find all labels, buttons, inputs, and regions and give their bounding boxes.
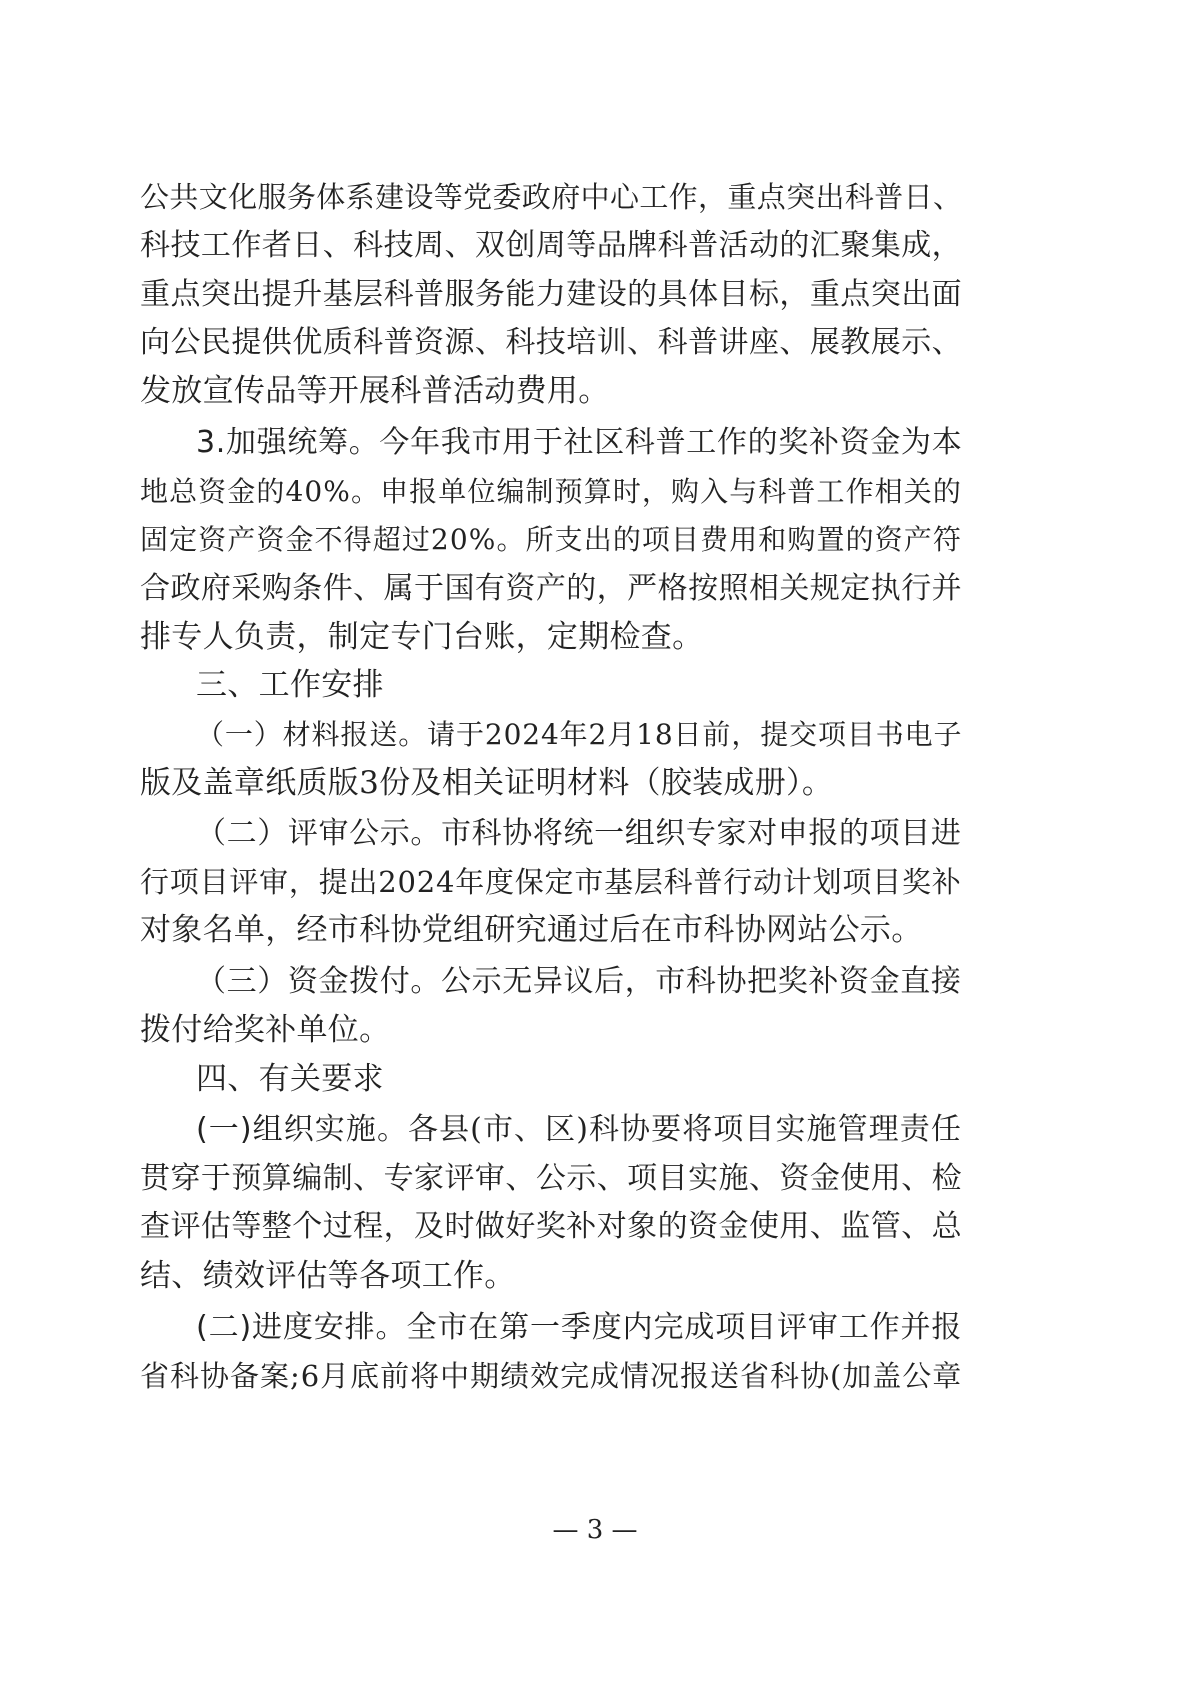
text-line [140, 222, 1190, 270]
line-text: 结、绩效评估等各项工作。 [140, 1258, 516, 1294]
line-text: 公示无异议后，市科协把奖补资金直接 [440, 964, 962, 999]
line-text: 行项目评审，提出2024年度保定市基层科普行动计划项目奖补 [140, 865, 962, 899]
line-text: 贯穿于预算编制、专家评审、公示、项目实施、资金使用、检 [140, 1161, 963, 1196]
line-text: 固定资产资金不得超过20%。所支出的项目费用和购置的资产符 [140, 523, 962, 556]
line-text: 市科协将统一组织专家对申报的项目进 [440, 816, 962, 851]
line-text: 科技工作者日、科技周、双创周等品牌科普活动的汇聚集成， [140, 228, 963, 263]
text-line [140, 1352, 1190, 1400]
line-text: 版及盖章纸质版3份及相关证明材料（胶装成册）。 [140, 765, 834, 801]
line-text: 对象名单，经市科协党组研究通过后在市科协网站公示。 [140, 912, 923, 948]
heading-text: (一)组织实施。 [196, 1112, 409, 1147]
line-text: 各县(市、区)科协要将项目实施管理责任 [408, 1112, 962, 1147]
line-text: 查评估等整个过程，及时做好奖补对象的资金使用、监管、总 [140, 1209, 963, 1244]
text-line [140, 1252, 1190, 1300]
text-line [140, 468, 1190, 516]
text-line [140, 516, 1190, 564]
line-text: 公共文化服务体系建设等党委政府中心工作，重点突出科普日、 [140, 180, 963, 214]
heading-text: 3.加强统筹。 [196, 425, 380, 460]
text-line [196, 1304, 1190, 1352]
heading-text: （二）评审公示。 [196, 816, 441, 851]
text-line [140, 1203, 1190, 1251]
text-line [140, 367, 1190, 415]
text-line [196, 810, 1190, 858]
text-line [140, 173, 1190, 221]
text-line [196, 958, 1190, 1006]
heading-text: （一）材料报送。 [196, 718, 428, 751]
text-line [140, 613, 1190, 661]
line-text: 地总资金的40%。申报单位编制预算时，购入与科普工作相关的 [140, 475, 962, 508]
line-text: 省科协备案;6月底前将中期绩效完成情况报送省科协(加盖公章 [140, 1359, 963, 1393]
line-text: 拨付给奖补单位。 [140, 1012, 391, 1048]
line-text: 请于2024年2月18日前，提交项目书电子 [427, 718, 963, 751]
heading-text: 四、有关要求 [196, 1061, 384, 1097]
text-line [196, 1055, 1190, 1103]
text-line [196, 419, 1190, 467]
heading-text: (二)进度安排。 [196, 1310, 407, 1345]
page-number: — 3 — [552, 1515, 638, 1545]
text-line [140, 565, 1190, 613]
text-line [140, 1155, 1190, 1203]
text-line [140, 319, 1190, 367]
heading-text: （三）资金拨付。 [196, 964, 441, 999]
line-text: 今年我市用于社区科普工作的奖补资金为本 [379, 425, 963, 460]
text-line [140, 1006, 1190, 1054]
line-text: 合政府采购条件、属于国有资产的，严格按照相关规定执行并 [140, 571, 963, 606]
text-line [140, 759, 1190, 807]
text-line [196, 1106, 1190, 1154]
text-line [140, 858, 1190, 906]
line-text: 向公民提供优质科普资源、科技培训、科普讲座、展教展示、 [140, 325, 963, 360]
line-text: 排专人负责，制定专门台账，定期检查。 [140, 619, 704, 655]
text-line [140, 906, 1190, 954]
heading-text: 三、工作安排 [196, 667, 384, 703]
line-text: 全市在第一季度内完成项目评审工作并报 [406, 1310, 963, 1345]
text-line [196, 661, 1190, 709]
text-line [196, 711, 1190, 759]
text-line [140, 271, 1190, 319]
line-text: 重点突出提升基层科普服务能力建设的具体目标，重点突出面 [140, 277, 963, 312]
line-text: 发放宣传品等开展科普活动费用。 [140, 373, 610, 409]
